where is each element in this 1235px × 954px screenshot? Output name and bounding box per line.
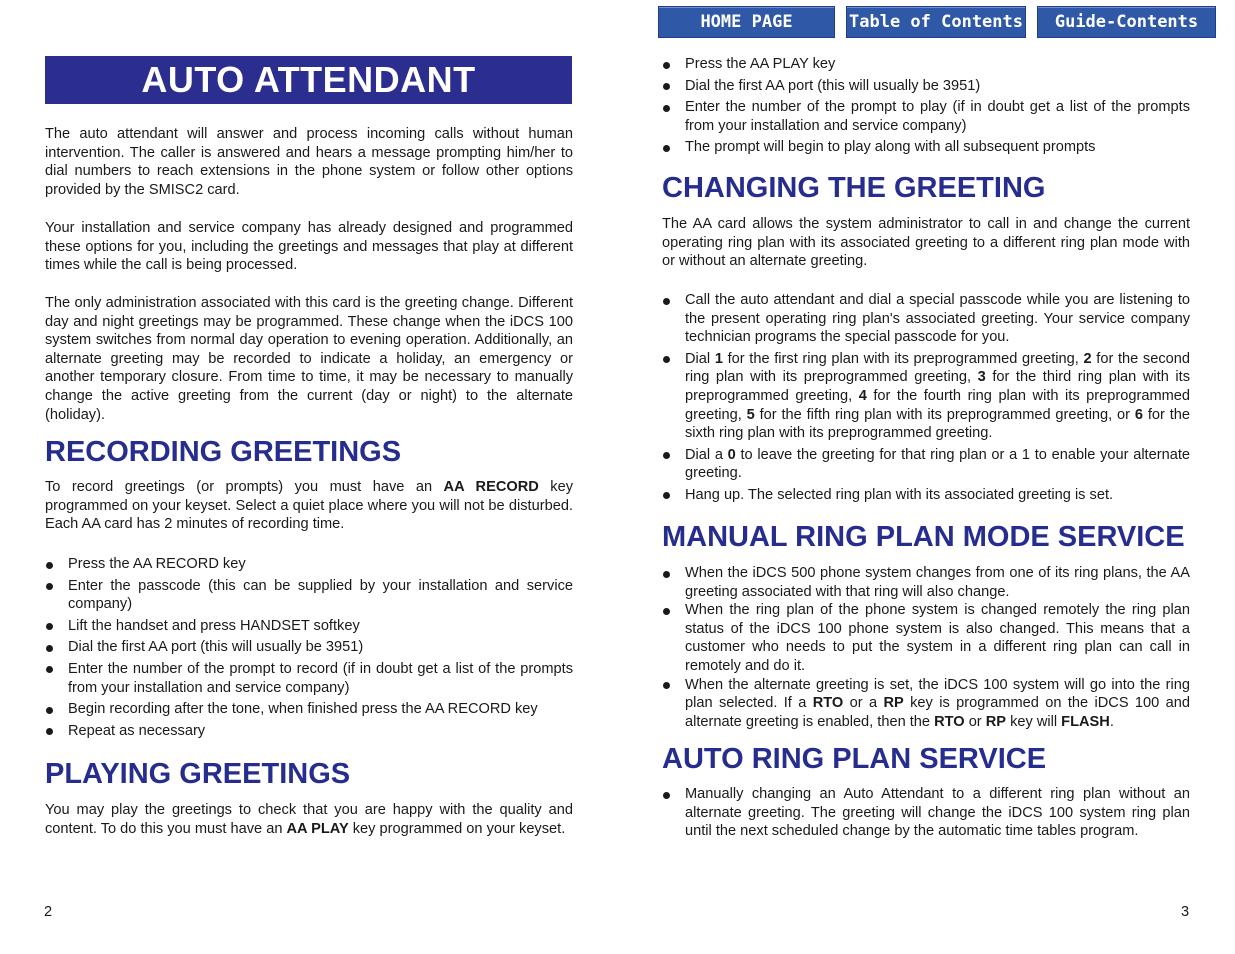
list-item: Dial the first AA port (this will usually be 3951) bbox=[45, 638, 573, 657]
page-title: AUTO ATTENDANT bbox=[141, 59, 476, 100]
list-item: Hang up. The selected ring plan with its associated greeting is set. bbox=[662, 486, 1190, 505]
page-title-banner bbox=[45, 56, 572, 104]
list-item: Press the AA PLAY key bbox=[662, 55, 1190, 74]
recording-intro: To record greetings (or prompts) you must have an AA RECORD key programmed on your keyset. Select a quiet place where you will not be disturbed. Each AA card has 2 minutes of recording time. bbox=[45, 479, 573, 533]
manual-ring-plan-heading: MANUAL RING PLAN MODE SERVICE bbox=[662, 521, 1185, 553]
list-item: The prompt will begin to play along with all subsequent prompts bbox=[662, 138, 1190, 157]
intro-paragraph-2: Your installation and service company has already designed and programmed these options for you, including the greetings and messages that play at different times while the call is being processed. bbox=[45, 220, 573, 274]
list-item: Lift the handset and press HANDSET softkey bbox=[45, 617, 573, 636]
play-steps-list bbox=[662, 55, 1190, 160]
list-item: Manually changing an Auto Attendant to a different ring plan without an alternate greeting. The greeting will change the iDCS 100 system ring plan until the next scheduled change by the automatic time tables program. bbox=[662, 785, 1190, 841]
list-item: When the ring plan of the phone system is changed remotely the ring plan status of the iDCS 100 phone system is also changed. This means that a customer who needs to put the system in a different ring plan can call in remotely and do it. bbox=[662, 601, 1190, 675]
list-item: When the iDCS 500 phone system changes from one of its ring plans, the AA greeting associated with that ring will also change. bbox=[662, 564, 1190, 601]
playing-intro: You may play the greetings to check that you are happy with the quality and content. To do this you must have an AA PLAY key programmed on your keyset. bbox=[45, 802, 573, 837]
list-item: Dial the first AA port (this will usually be 3951) bbox=[662, 77, 1190, 96]
intro-paragraph-1: The auto attendant will answer and process incoming calls without human intervention. The caller is answered and hears a message prompting him/her to dial numbers to reach extensions in the phone system or follow other options provided by the SMISC2 card. bbox=[45, 126, 573, 198]
home-page-button[interactable]: HOME PAGE bbox=[658, 6, 835, 38]
changing-steps-list bbox=[662, 291, 1190, 508]
page-number-left: 2 bbox=[44, 904, 53, 920]
list-item: Call the auto attendant and dial a special passcode while you are listening to the present operating ring plan's associated greeting. Your service company technician programs the special passcode for you. bbox=[662, 291, 1190, 347]
list-item: When the alternate greeting is set, the iDCS 100 system will go into the ring plan selected. If a RTO or a RP key is programmed on the iDCS 100 and alternate greeting is enabled, then the RTO or RP key will FLASH. bbox=[662, 676, 1190, 732]
page-number-right: 3 bbox=[1181, 904, 1190, 920]
list-item: Dial 1 for the first ring plan with its preprogrammed greeting, 2 for the second ring plan with its preprogrammed greeting, 3 for the third ring plan with its preprogrammed greeting, 4 for the fourth ring plan with its preprogrammed greeting, 5 for the fifth ring plan with its preprogrammed greeting, or 6 for the sixth ring plan with its preprogrammed greeting. bbox=[662, 350, 1190, 443]
playing-greetings-heading: PLAYING GREETINGS bbox=[45, 758, 351, 790]
table-of-contents-button[interactable]: Table of Contents bbox=[846, 6, 1026, 38]
list-item: Enter the passcode (this can be supplied by your installation and service company) bbox=[45, 577, 573, 614]
manual-steps-list bbox=[662, 564, 1190, 731]
auto-steps-list bbox=[662, 785, 1190, 844]
list-item: Dial a 0 to leave the greeting for that ring plan or a 1 to enable your alternate greeting. bbox=[662, 446, 1190, 483]
recording-steps-list bbox=[45, 555, 573, 743]
guide-contents-button[interactable]: Guide-Contents bbox=[1037, 6, 1216, 38]
auto-ring-plan-heading: AUTO RING PLAN SERVICE bbox=[662, 743, 1047, 775]
list-item: Enter the number of the prompt to record (if in doubt get a list of the prompts from your installation and service company) bbox=[45, 660, 573, 697]
list-item: Enter the number of the prompt to play (if in doubt get a list of the prompts from your installation and service company) bbox=[662, 98, 1190, 135]
list-item: Repeat as necessary bbox=[45, 722, 573, 741]
list-item: Press the AA RECORD key bbox=[45, 555, 573, 574]
changing-greeting-heading: CHANGING THE GREETING bbox=[662, 172, 1046, 204]
list-item: Begin recording after the tone, when finished press the AA RECORD key bbox=[45, 700, 573, 719]
changing-intro: The AA card allows the system administrator to call in and change the current operating ring plan with its associated greeting to a different ring plan mode with or without an alternate greeting. bbox=[662, 216, 1190, 270]
intro-paragraph-3: The only administration associated with this card is the greeting change. Different day and night greetings may be programmed. These change when the iDCS 100 system switches from normal day operation to evening operation. Additionally, an alternate greeting may be recorded to indicate a holiday, an emergency or another temporary closure. From time to time, it may be necessary to manually change the active greeting from the current (day or night) to the alternate (holiday). bbox=[45, 295, 573, 423]
recording-greetings-heading: RECORDING GREETINGS bbox=[45, 436, 402, 468]
